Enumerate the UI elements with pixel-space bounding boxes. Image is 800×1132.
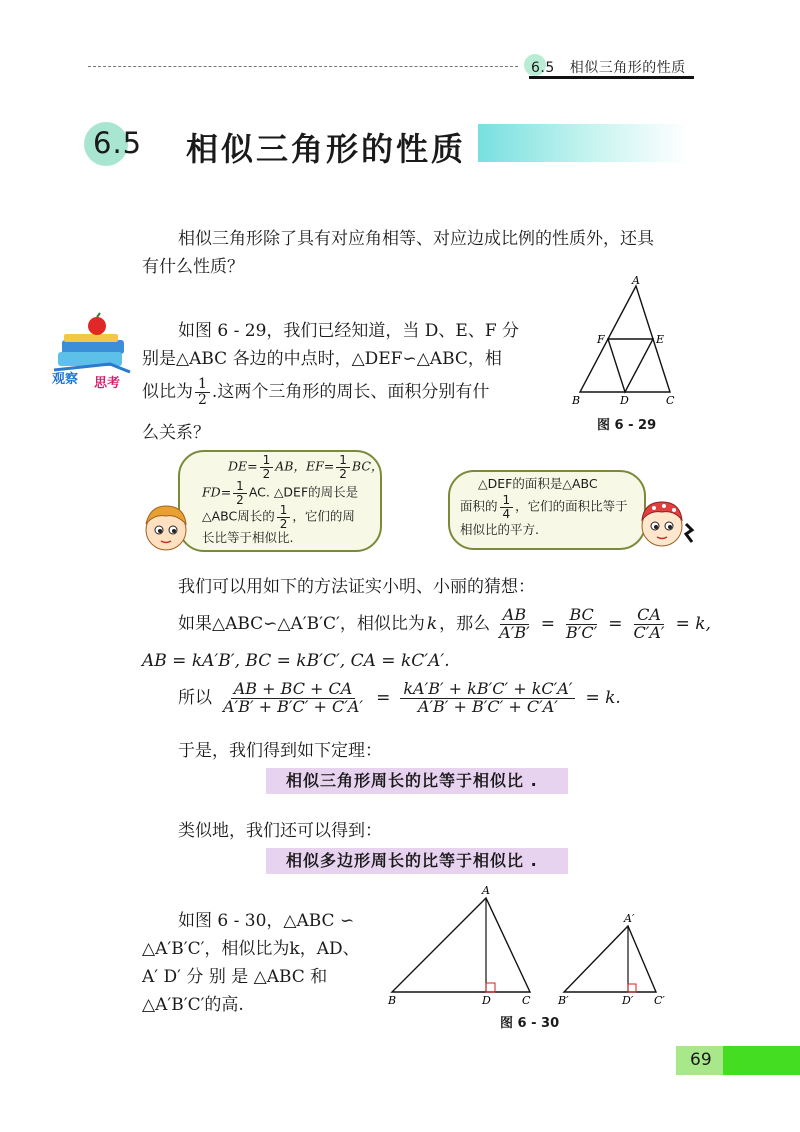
observe-think-icon (50, 312, 136, 392)
observe-line-3-post: .这两个三角形的周长、面积分别有什 (211, 382, 490, 402)
observe-line-4: 么关系？ (142, 423, 210, 443)
fig29-label-b: B (572, 394, 581, 407)
fig29-label-c: C (666, 394, 675, 407)
fig29-label-e: E (656, 333, 665, 346)
fig30-label-a-prime: A′ (624, 912, 635, 925)
fig30-label-a: A (482, 884, 490, 897)
think-label: 思考 (94, 376, 121, 391)
fig29-label-a: A (632, 274, 640, 287)
fig30-label-d-prime: D′ (622, 994, 634, 1007)
figure-6-30 (380, 882, 680, 1012)
section-title: 相似三角形的性质 (186, 130, 467, 168)
theorem2-lead: 类似地，我们还可以得到： (178, 821, 382, 841)
fig30-text-line-2: △A′B′C′，相似比为k，AD、 (142, 939, 360, 959)
xiaoming-face-icon (140, 500, 192, 554)
proof-line-3: AB = kA′B′, BC = kB′C′, CA = kC′A′. (142, 651, 450, 671)
proof-intro: 我们可以用如下的方法证实小明、小丽的猜想： (178, 577, 535, 597)
header-section-number: 6.5 (531, 60, 555, 76)
observe-line-1: 如图 6 - 29，我们已经知道，当 D、E、F 分 (178, 321, 520, 341)
one-half-fraction: $\frac{1}{2}$ (195, 377, 210, 407)
bubble-left-line-4: 长比等于相似比. (202, 530, 294, 545)
bubble-right-line-3: 相似比的平方. (460, 522, 539, 537)
bubble-left-line-3: △ABC周长的 $\frac{1}{2}$ ，它们的周 (202, 503, 355, 531)
proof-line-2: 如果△ABC∽△A′B′C′，相似比为 k ，那么 $\frac{AB}{A'B'}$ = $\frac{BC}{B'C'}$ = $\frac{CA}{C'A'}$ = k, (178, 604, 711, 642)
fig30-text-line-3: A′ D′ 分 别 是 △ABC 和 (142, 967, 328, 987)
fig29-label-d: D (620, 394, 629, 407)
observe-label: 观察 (52, 372, 79, 387)
theorem1-box: 相似三角形周长的比等于相似比 . (266, 768, 568, 794)
observe-line-3-pre: 似比为 (142, 382, 193, 402)
header-rule (529, 76, 694, 79)
fig30-text-line-4: △A′B′C′的高. (142, 995, 244, 1015)
bubble-left-line-1: DE= $\frac{1}{2}$ AB，EF= $\frac{1}{2}$ BC， (228, 453, 384, 481)
fig30-label-c-prime: C′ (654, 994, 665, 1007)
fig30-label-d: D (482, 994, 491, 1007)
page-number: 69 (690, 1050, 712, 1070)
header-dashed-line (88, 66, 518, 67)
bubble-right-line-2: 面积的 $\frac{1}{4}$ ，它们的面积比等于 (460, 493, 628, 521)
section-number: 6.5 (93, 126, 143, 160)
fig29-label-f: F (597, 333, 605, 346)
figure-6-29 (568, 272, 680, 408)
title-color-band (478, 124, 688, 162)
fig29-caption: 图 6 - 29 (597, 418, 657, 433)
header-section-title: 相似三角形的性质 (569, 60, 686, 76)
theorem1-lead: 于是，我们得到如下定理： (178, 741, 382, 761)
running-header (531, 57, 686, 77)
fig30-text-line-1: 如图 6 - 30，△ABC ∽ (178, 911, 355, 931)
fig30-label-b: B (388, 994, 397, 1007)
fig30-label-c: C (522, 994, 531, 1007)
bubble-left-line-2: FD= $\frac{1}{2}$ AC. △DEF的周长是 (202, 479, 359, 507)
fig30-caption: 图 6 - 30 (500, 1016, 560, 1031)
observe-line-3 (142, 374, 489, 410)
xiaoli-face-icon (634, 494, 696, 554)
intro-line-2: 有什么性质？ (142, 257, 244, 277)
intro-line-1: 相似三角形除了具有对应角相等、对应边成比例的性质外，还具 (178, 229, 654, 249)
proof-line-4: 所以 $\frac{AB + BC + CA}{A'B' + B'C' + C'A'}$ = $\frac{kA'B' + kB'C' + kC'A'}{A'B' + B'C' + C'A'}$ = k. (178, 678, 621, 716)
fig30-label-b-prime: B′ (558, 994, 569, 1007)
observe-line-2: 别是△ABC 各边的中点时，△DEF∽△ABC，相 (142, 349, 502, 369)
theorem2-box: 相似多边形周长的比等于相似比 . (266, 848, 568, 874)
bubble-right-line-1: △DEF的面积是△ABC (478, 476, 598, 491)
